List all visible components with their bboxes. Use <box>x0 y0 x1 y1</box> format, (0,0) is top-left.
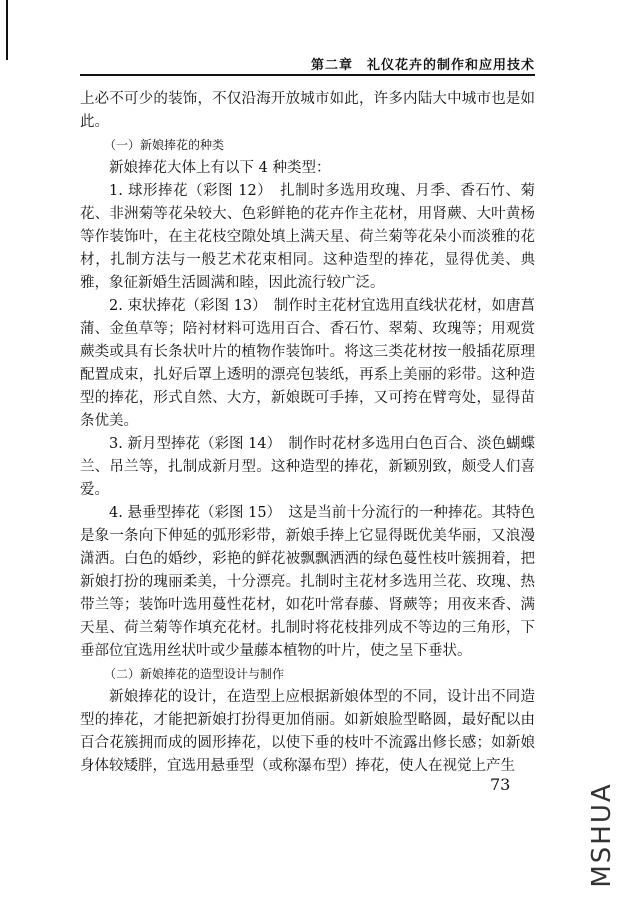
paragraph-crescent-bouquet: 3. 新月型捧花（彩图 14） 制作时花材多选用白色百合、淡色蝴蝶兰、吊兰等，扎制成新月型。这种造型的捧花，新颖别致，颇受人们喜爱。 <box>80 436 535 498</box>
section-heading-design: （二）新娘捧花的造型设计与制作 <box>104 667 285 681</box>
paragraph-design: 新娘捧花的设计，在造型上应根据新娘体型的不同，设计出不同造型的捧花，才能把新娘打扮得更加俏丽。如新娘脸型略圆，最好配以由百合花簇拥而成的圆形捧花，以使下垂的枝叶不流露出修长感；如新娘身体较矮胖，宜选用悬垂型（或称瀑布型）捧花，使人在视觉上产生 <box>80 689 535 774</box>
body-text <box>80 88 535 778</box>
page-edge-line <box>6 0 8 60</box>
watermark <box>584 780 620 890</box>
paragraph-cascade-bouquet: 4. 悬垂型捧花（彩图 15） 这是当前十分流行的一种捧花。其特色是象一条向下伸延的弧形彩带，新娘手捧上它显得既优美华丽，又浪漫潇洒。白色的婚纱，彩艳的鲜花被飘飘洒洒的绿色蔓性枝叶簇拥着，把新娘打扮的瑰丽柔美，十分漂亮。扎制时主花材多选用兰花、玫瑰、热带兰等；装饰叶选用蔓性花材，如花叶常春藤、肾蕨等；用夜来香、满天星、荷兰菊等作填充花材。扎制时将花枝排列成不等边的三角形，下垂部位宜选用丝状叶或少量藤本植物的叶片，使之呈下垂状。 <box>80 505 535 659</box>
running-header: 第二章 礼仪花卉的制作和应用技术 <box>310 58 535 73</box>
paragraph-ball-bouquet: 1. 球形捧花（彩图 12） 扎制时多选用玫瑰、月季、香石竹、菊花、非洲菊等花朵较大、色彩鲜艳的花卉作主花材，用肾蕨、大叶黄杨等作装饰叶，在主花枝空隙处填上满天星、荷兰菊等花朵小而淡雅的花材，扎制方法与一般艺术花束相同。这种造型的捧花，显得优美、典雅，象征新婚生活圆满和睦，因此流行较广泛。 <box>80 183 535 291</box>
paragraph-bundle-bouquet: 2. 束状捧花（彩图 13） 制作时主花材宜选用直线状花材，如唐菖蒲、金鱼草等；陪衬材料可选用百合、香石竹、翠菊、玫瑰等；用观赏蕨类或具有长条状叶片的植物作装饰叶。将这三类花材按一般插花原理配置成束，扎好后罩上透明的漂亮包装纸，再系上美丽的彩带。这种造型的捧花，形式自然、大方，新娘既可手捧，又可挎在臂弯处，显得苗条优美。 <box>80 298 535 429</box>
watermark-text: MSHUA <box>587 782 617 888</box>
section-heading-types: （一）新娘捧花的种类 <box>104 138 225 152</box>
paragraph-continuation: 上必不可少的装饰，不仅沿海开放城市如此，许多内陆大中城市也是如此。 <box>80 91 535 130</box>
paragraph-intro: 新娘捧花大体上有以下 4 种类型： <box>109 160 331 176</box>
page-number: 73 <box>490 775 511 794</box>
header-rule <box>80 74 535 76</box>
